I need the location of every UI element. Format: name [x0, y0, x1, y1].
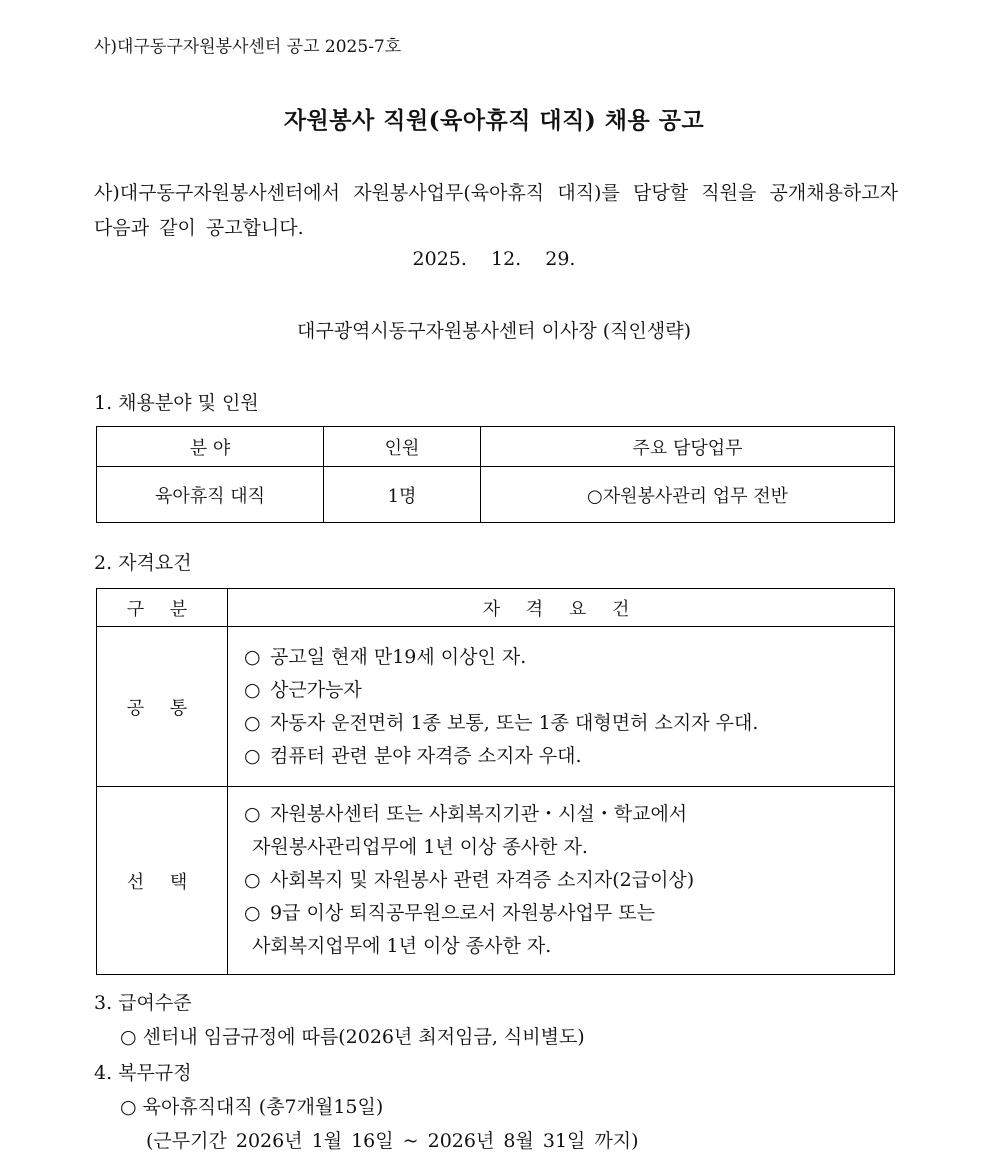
list-item: ○ 자원봉사센터 또는 사회복지기관・시설・학교에서 [244, 798, 894, 831]
bullet-icon: ○ [244, 678, 261, 701]
bullet-icon: ○ [244, 869, 261, 891]
list-item: ○ 자동자 운전면허 1종 보통, 또는 1종 대형면허 소지자 우대. [244, 707, 894, 740]
list-item-continuation: 사회복지업무에 1년 이상 종사한 자. [252, 935, 552, 957]
bullet-icon: ○ [244, 711, 261, 734]
list-item-continuation: 자원봉사관리업무에 1년 이상 종사한 자. [252, 836, 588, 858]
table-header-row [97, 589, 895, 627]
signer: 대구광역시동구자원봉사센터 이사장 (직인생략) [297, 320, 691, 342]
table-row [97, 467, 895, 523]
notice-number: 사)대구동구자원봉사센터 공고 2025-7호 [94, 37, 402, 57]
service-item: ○ 육아휴직대직 (총7개월15일) [120, 1096, 384, 1118]
list-item: ○ 공고일 현재 만19세 이상인 자. [244, 641, 894, 674]
section4-heading: 4. 복무규정 [94, 1062, 192, 1084]
header-count: 인원 [324, 427, 481, 467]
recruitment-table [96, 426, 895, 523]
table-row [97, 787, 895, 975]
table-row [97, 627, 895, 787]
service-period: (근무기간 2026년 1월 16일 ~ 2026년 8월 31일 까지) [146, 1130, 639, 1152]
section2-heading: 2. 자격요건 [94, 552, 192, 574]
header-duties: 주요 담당업무 [481, 427, 895, 467]
list-item: ○ 상근가능자 [244, 674, 894, 707]
header-field: 분 야 [97, 427, 324, 467]
cell-count: 1명 [324, 467, 481, 523]
section3-heading: 3. 급여수준 [94, 992, 192, 1014]
table-header-row [97, 427, 895, 467]
qualification-table [96, 588, 895, 975]
optional-requirements [228, 787, 895, 975]
page-title: 자원봉사 직원(육아휴직 대직) 채용 공고 [283, 107, 705, 134]
cell-field: 육아휴직 대직 [97, 467, 324, 523]
list-item: ○ 9급 이상 퇴직공무원으로서 자원봉사업무 또는 [244, 897, 894, 930]
cell-duties: ○자원봉사관리 업무 전반 [481, 467, 895, 523]
optional-label: 선 택 [97, 787, 228, 975]
notice-date: 2025. 12. 29. [412, 248, 576, 270]
header-category: 구 분 [97, 589, 228, 627]
header-requirements: 자 격 요 건 [228, 589, 895, 627]
common-requirements [228, 627, 895, 787]
bullet-icon: ○ [244, 902, 261, 924]
section1-heading: 1. 채용분야 및 인원 [94, 392, 259, 414]
bullet-icon: ○ [244, 645, 261, 668]
bullet-icon: ○ [244, 744, 261, 767]
common-label: 공 통 [97, 627, 228, 787]
salary-item: ○ 센터내 임금규정에 따름(2026년 최저임금, 식비별도) [120, 1026, 585, 1048]
bullet-icon: ○ [244, 803, 261, 825]
list-item: ○ 컴퓨터 관련 분야 자격증 소지자 우대. [244, 740, 894, 773]
intro-paragraph: 사)대구동구자원봉사센터에서 자원봉사업무(육아휴직 대직)를 담당할 직원을 공개채용하고자 다음과 같이 공고합니다. [94, 182, 898, 239]
list-item: ○ 사회복지 및 자원봉사 관련 자격증 소지자(2급이상) [244, 864, 894, 897]
